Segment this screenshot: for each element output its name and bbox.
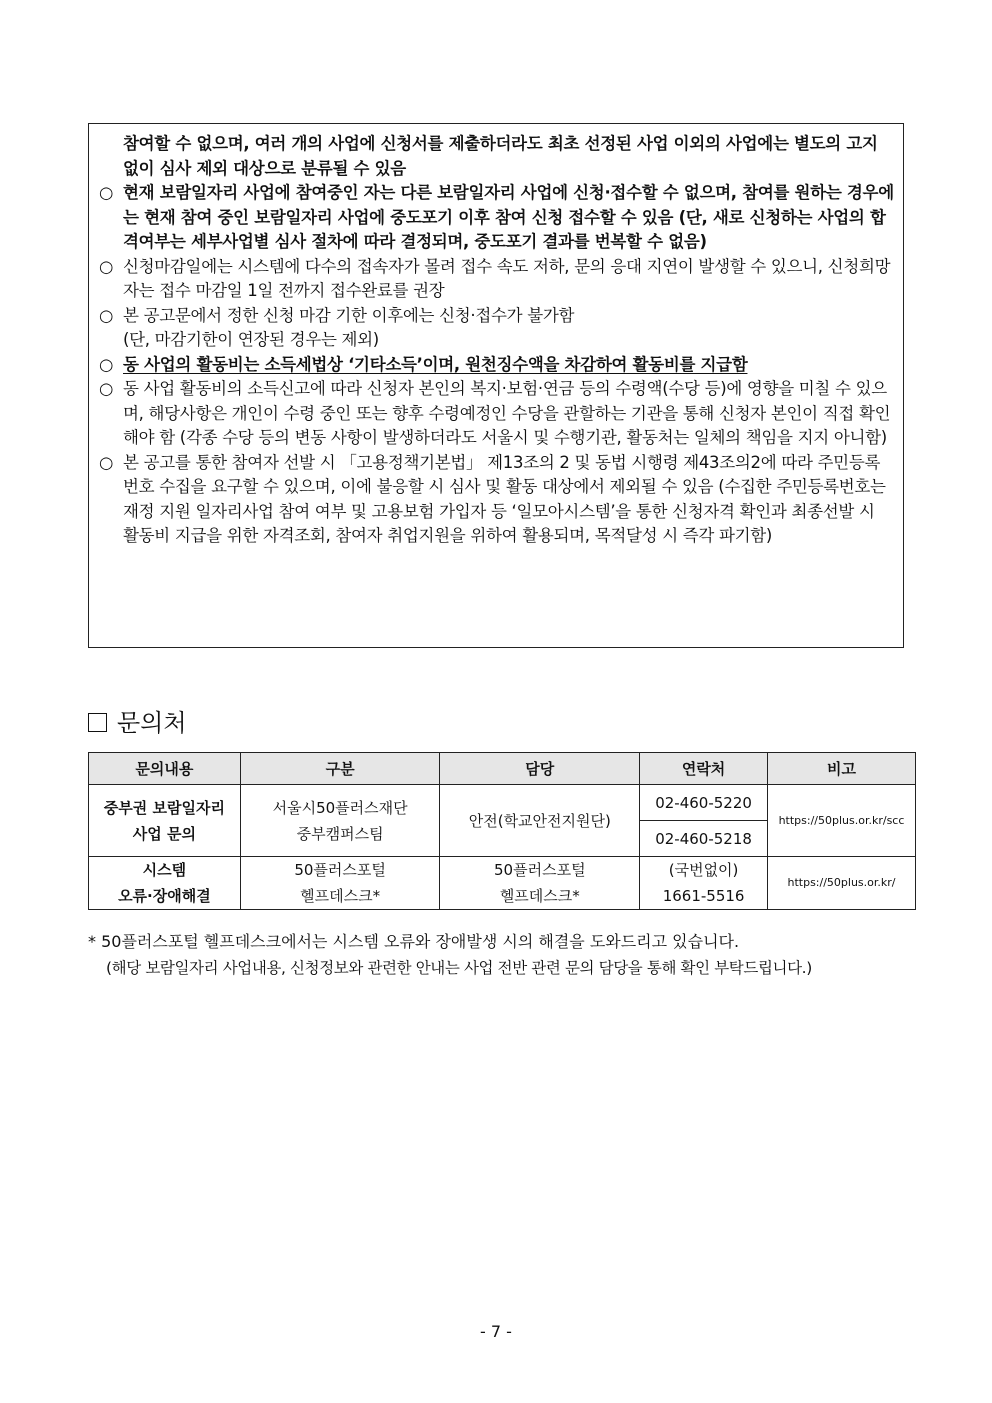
circle-bullet-icon: ○ bbox=[99, 183, 114, 202]
circle-bullet-icon: ○ bbox=[99, 256, 114, 276]
notice-item-resident-number bbox=[99, 451, 895, 549]
notice-deadline-note: (단, 마감기한이 연장된 경우는 제외) bbox=[123, 330, 379, 349]
table-row bbox=[89, 785, 916, 821]
division-cell bbox=[240, 785, 440, 857]
notice-item-tax bbox=[99, 353, 895, 378]
notice-item-text: 본 공고를 통한 참여자 선발 시 「고용정책기본법」 제13조의 2 및 동법 시행령 제43조의2에 따라 주민등록번호 수집을 요구할 수 있으며, 이에 불응할 시 심사 및 활동 대상에서 제외될 수 있음 (수집한 주민등록번호는 재정 지원 일자리사업 참여 여부 및 고용보험 가입자 등 ‘일모아시스템’을 통한 신청자격 확인과 최종선발 시 활동비 지급을 위한 자격조회, 참여자 취업지원을 위하여 활용되며, 목적달성 시 즉각 파기함) bbox=[123, 452, 886, 545]
manager-cell: 안전(학교안전지원단) bbox=[440, 785, 640, 857]
topic-cell bbox=[89, 785, 241, 857]
manager-cell bbox=[440, 857, 640, 910]
empty-square-icon bbox=[88, 713, 107, 732]
note-url-link[interactable]: https://50plus.or.kr/ bbox=[768, 857, 916, 910]
notice-item-text: 현재 보람일자리 사업에 참여중인 자는 다른 보람일자리 사업에 신청·접수할 수 없으며, 참여를 원하는 경우에는 현재 참여 중인 보람일자리 사업에 중도포기 이후 참여 신청 접수할 수 있음 (단, 새로 신청하는 사업의 합격여부는 세부사업별 심사 절차에 따라 결정되며, 중도포기 결과를 번복할 수 없음) bbox=[123, 183, 894, 251]
footnote-line: * 50플러스포털 헬프데스크에서는 시스템 오류와 장애발생 시의 해결을 도와드리고 있습니다. bbox=[88, 932, 740, 951]
division-line: 서울시50플러스재단 bbox=[272, 798, 408, 817]
circle-bullet-icon: ○ bbox=[99, 379, 114, 398]
header-cell: 담당 bbox=[440, 753, 640, 785]
topic-line: 사업 문의 bbox=[132, 824, 196, 843]
notice-item-text: 신청마감일에는 시스템에 다수의 접속자가 몰려 접수 속도 저하, 문의 응대 지연이 발생할 수 있으니, 신청희망자는 접수 마감일 1일 전까지 접수완료를 권장 bbox=[123, 256, 891, 300]
footnote bbox=[88, 928, 908, 982]
topic-cell bbox=[89, 857, 241, 910]
section-title-text: 문의처 bbox=[117, 709, 187, 737]
notice-box bbox=[88, 123, 904, 648]
notice-item-current-participant bbox=[99, 181, 895, 255]
section-title-contact bbox=[88, 703, 187, 738]
note-url-link[interactable]: https://50plus.or.kr/scc bbox=[768, 785, 916, 857]
notice-lead-text: 참여할 수 없으며, 여러 개의 사업에 신청서를 제출하더라도 최초 선정된 사업 이외의 사업에는 별도의 고지 없이 심사 제외 대상으로 분류될 수 있음 bbox=[123, 134, 878, 178]
manager-line: 50플러스포털 bbox=[494, 861, 586, 879]
notice-item-income-report bbox=[99, 377, 895, 451]
division-line: 중부캠퍼스팀 bbox=[296, 824, 384, 843]
notice-item-deadline bbox=[99, 304, 895, 353]
phone-cell: 02-460-5218 bbox=[640, 821, 768, 857]
table-header-row bbox=[89, 753, 916, 785]
topic-line: 오류·장애해결 bbox=[118, 887, 211, 905]
notice-tax-text: 동 사업의 활동비는 소득세법상 ‘기타소득’이며, 원천징수액을 차감하여 활동비를 지급함 bbox=[123, 354, 748, 374]
header-cell: 연락처 bbox=[640, 753, 768, 785]
table-row bbox=[89, 857, 916, 910]
notice-item-deadline-traffic bbox=[99, 255, 895, 304]
footnote-subline: (해당 보람일자리 사업내용, 신청정보와 관련한 안내는 사업 전반 관련 문의 담당을 통해 확인 부탁드립니다.) bbox=[106, 959, 812, 977]
notice-item-text: 동 사업 활동비의 소득신고에 따라 신청자 본인의 복지·보험·연금 등의 수령액(수당 등)에 영향을 미칠 수 있으며, 해당사항은 개인이 수령 중인 또는 향후 수령예정인 수당을 관할하는 기관을 통해 신청자 본인이 직접 확인해야 함 (각종 수당 등의 변동 사항이 발생하더라도 서울시 및 수행기관, 활동처는 일체의 책임을 지지 아니함) bbox=[123, 379, 891, 447]
division-line: 50플러스포털 bbox=[294, 861, 386, 879]
header-cell: 비고 bbox=[768, 753, 916, 785]
contact-table bbox=[88, 752, 916, 910]
manager-line: 헬프데스크* bbox=[499, 887, 580, 905]
phone-line: (국번없이) bbox=[668, 861, 739, 879]
division-cell bbox=[240, 857, 440, 910]
notice-item-text: 본 공고문에서 정한 신청 마감 기한 이후에는 신청·접수가 불가함 bbox=[123, 305, 575, 325]
phone-cell bbox=[640, 857, 768, 910]
topic-line: 시스템 bbox=[142, 861, 187, 879]
phone-cell: 02-460-5220 bbox=[640, 785, 768, 821]
page-number: - 7 - bbox=[480, 1322, 512, 1341]
header-cell: 구분 bbox=[240, 753, 440, 785]
circle-bullet-icon: ○ bbox=[99, 452, 114, 472]
header-cell: 문의내용 bbox=[89, 753, 241, 785]
division-line: 헬프데스크* bbox=[300, 887, 381, 905]
circle-bullet-icon: ○ bbox=[99, 354, 114, 374]
topic-line: 중부권 보람일자리 bbox=[103, 798, 225, 817]
phone-line: 1661-5516 bbox=[662, 887, 745, 905]
circle-bullet-icon: ○ bbox=[99, 305, 114, 325]
